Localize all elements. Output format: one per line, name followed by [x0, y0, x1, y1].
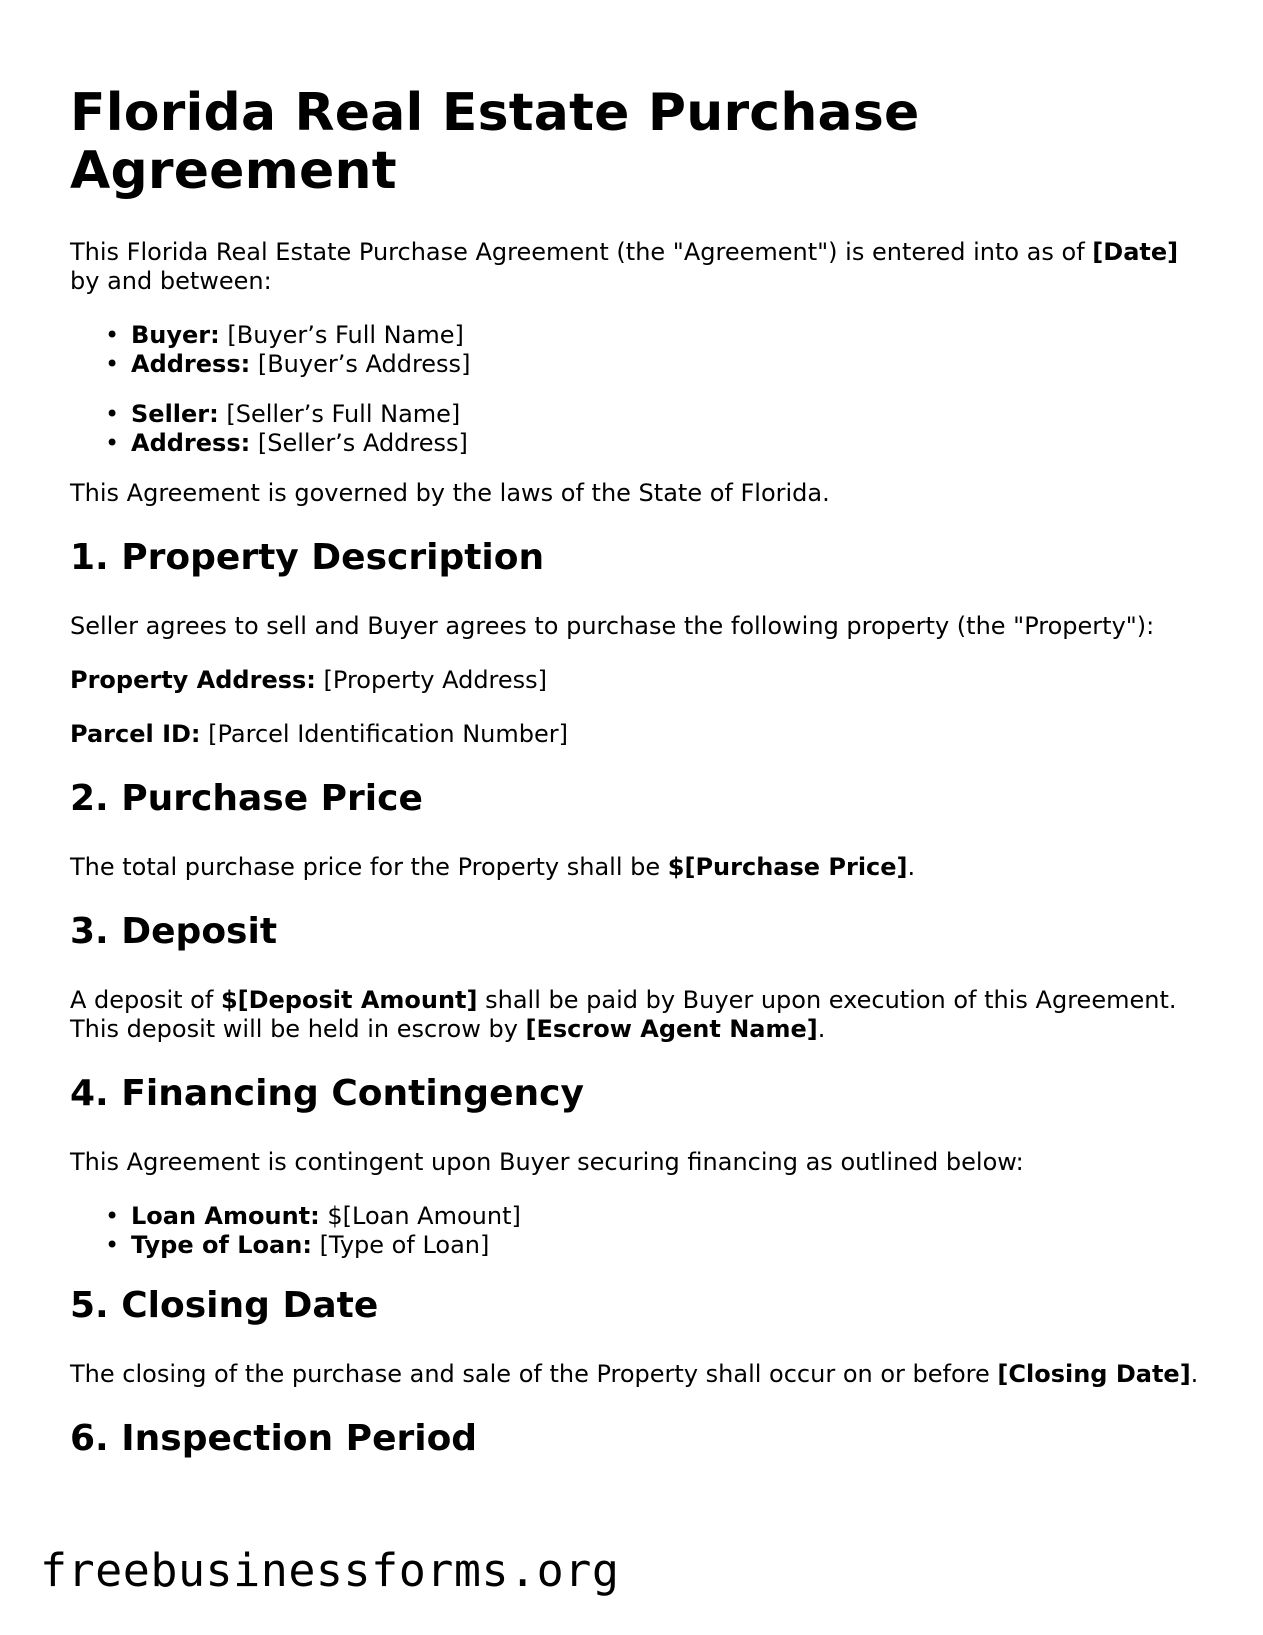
intro-paragraph — [70, 238, 1200, 296]
intro-text-before: This Florida Real Estate Purchase Agreement (the "Agreement") is entered into as of — [70, 238, 1093, 266]
price-text-before: The total purchase price for the Property shall be — [70, 853, 668, 881]
price-paragraph — [70, 853, 1200, 882]
section-financing-heading: 4. Financing Contingency — [70, 1073, 584, 1114]
property-address-line — [70, 666, 1200, 695]
property-address-value: [Property Address] — [315, 666, 548, 694]
deposit-text-1: A deposit of — [70, 986, 221, 1014]
escrow-agent-value: [Escrow Agent Name] — [525, 1015, 818, 1043]
price-text-after: . — [907, 853, 916, 881]
property-paragraph: Seller agrees to sell and Buyer agrees to purchase the following property (the "Property"): — [70, 612, 1155, 640]
closing-text-after: . — [1190, 1360, 1199, 1388]
intro-date: [Date] — [1092, 238, 1179, 266]
loan-type-value: [Type of Loan] — [311, 1231, 490, 1259]
parcel-id-value: [Parcel Identification Number] — [200, 720, 568, 748]
closing-paragraph — [70, 1360, 1200, 1389]
deposit-text-3: . — [817, 1015, 826, 1043]
document-title: Florida Real Estate Purchase Agreement — [70, 83, 920, 201]
buyer-name-value: [Buyer’s Full Name] — [219, 321, 464, 349]
loan-amount-item — [131, 1202, 1200, 1231]
buyer-name-label: Buyer: — [131, 321, 220, 349]
loan-amount-value: $[Loan Amount] — [319, 1202, 521, 1230]
closing-text-before: The closing of the purchase and sale of the Property shall occur on or before — [70, 1360, 998, 1388]
deposit-text-2: shall be paid by Buyer upon execution of this Agreement. This deposit will be held in escrow by — [70, 986, 1177, 1043]
deposit-paragraph — [70, 986, 1200, 1044]
document-page — [70, 84, 1200, 1484]
seller-list — [70, 400, 1200, 458]
financing-list — [70, 1202, 1200, 1260]
buyer-address-label: Address: — [131, 350, 251, 378]
section-property-heading: 1. Property Description — [70, 537, 545, 578]
parcel-id-label: Parcel ID: — [70, 720, 201, 748]
section-deposit-heading: 3. Deposit — [70, 911, 278, 952]
financing-paragraph: This Agreement is contingent upon Buyer securing financing as outlined below: — [70, 1148, 1024, 1176]
buyer-address-value: [Buyer’s Address] — [250, 350, 471, 378]
purchase-price-value: $[Purchase Price] — [667, 853, 908, 881]
parcel-id-line — [70, 720, 1200, 749]
loan-type-item — [131, 1231, 1200, 1260]
loan-type-label: Type of Loan: — [131, 1231, 312, 1259]
seller-name-label: Seller: — [131, 400, 219, 428]
loan-amount-label: Loan Amount: — [131, 1202, 320, 1230]
seller-address-label: Address: — [131, 429, 251, 457]
buyer-name-item — [131, 321, 1200, 350]
seller-name-value: [Seller’s Full Name] — [218, 400, 461, 428]
watermark: freebusinessforms.org — [40, 1544, 620, 1597]
buyer-address-item — [131, 350, 1200, 379]
seller-address-value: [Seller’s Address] — [250, 429, 468, 457]
governing-law-paragraph: This Agreement is governed by the laws of the State of Florida. — [70, 479, 830, 507]
seller-address-item — [131, 429, 1200, 458]
section-price-heading: 2. Purchase Price — [70, 778, 423, 819]
property-address-label: Property Address: — [70, 666, 316, 694]
section-inspection-heading: 6. Inspection Period — [70, 1418, 478, 1459]
section-closing-heading: 5. Closing Date — [70, 1285, 379, 1326]
intro-text-after: by and between: — [70, 267, 272, 295]
buyer-list — [70, 321, 1200, 379]
seller-name-item — [131, 400, 1200, 429]
closing-date-value: [Closing Date] — [997, 1360, 1191, 1388]
deposit-amount-value: $[Deposit Amount] — [220, 986, 478, 1014]
